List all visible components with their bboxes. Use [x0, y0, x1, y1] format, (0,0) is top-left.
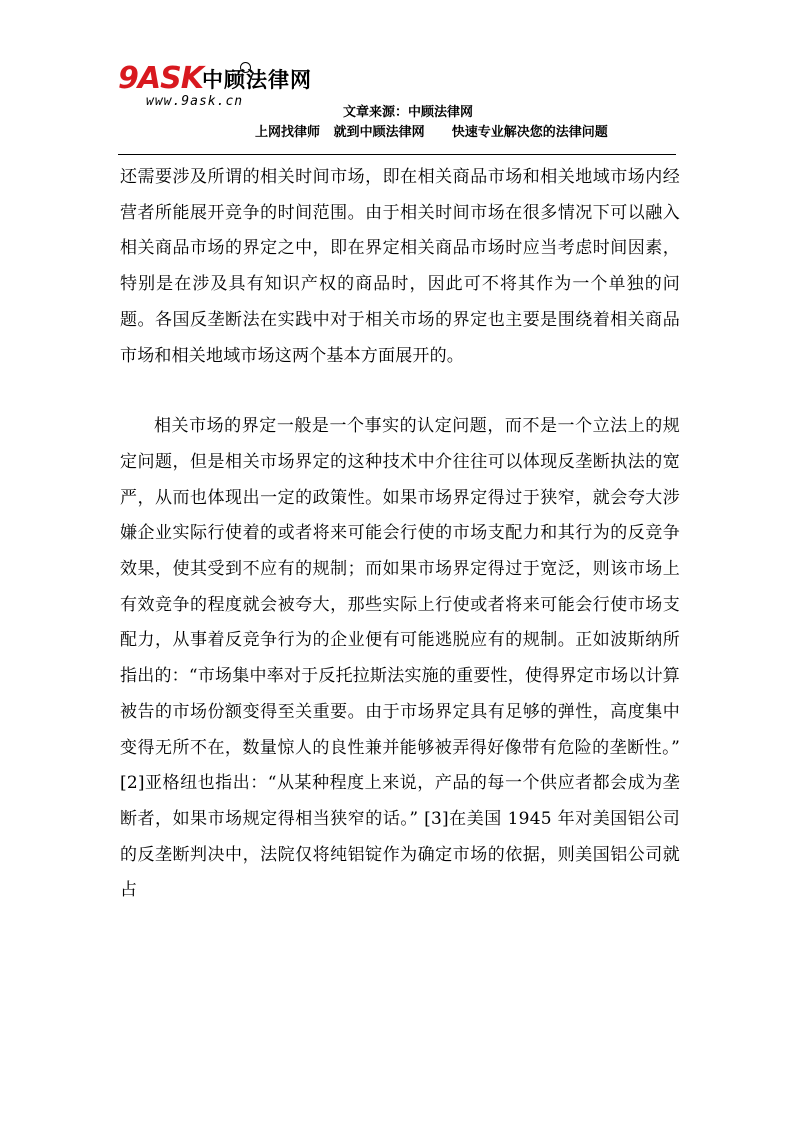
logo-name	[202, 66, 312, 94]
logo-mark: 9ASK	[118, 61, 203, 96]
logo-name-part2: 法律网	[246, 68, 312, 92]
article-source: 文章来源：中顾法律网	[343, 105, 474, 120]
trademark-icon	[240, 62, 251, 73]
site-tagline: 上网找律师 就到中顾法律网 快速专业解决您的法律问题	[255, 125, 608, 140]
logo-name-part1: 中顾	[202, 68, 246, 92]
page-header	[0, 0, 794, 160]
site-logo[interactable]	[118, 62, 358, 114]
paragraph-2: 相关市场的界定一般是一个事实的认定问题，而不是一个立法上的规定问题，但是相关市场界定的这种技术中介往往可以体现反垄断执法的宽严，从而也体现出一定的政策性。如果市场界定得过于狭窄，就会夸大涉嫌企业实际行使着的或者将来可能会行使的市场支配力和其行为的反竞争效果，使其受到不应有的规制；而如果市场界定得过于宽泛，则该市场上有效竞争的程度就会被夸大，那些实际上行使或者将来可能会行使市场支配力，从事着反竞争行为的企业便有可能逃脱应有的规制。正如波斯纳所指出的：“市场集中率对于反托拉斯法实施的重要性，使得界定市场以计算被告的市场份额变得至关重要。由于市场界定具有足够的弹性，高度集中变得无所不在，数量惊人的良性兼并能够被弄得好像带有危险的垄断性。” [2]亚格纽也指出：“从某种程度上来说，产品的每一个供应者都会成为垄断者，如果市场规定得相当狭窄的话。” [3]在美国 1945 年对美国铝公司的反垄断判决中，法院仅将纯铝锭作为确定市场的依据，则美国铝公司就占	[120, 416, 680, 901]
logo-url: www.9ask.cn	[146, 94, 244, 109]
paragraph-1: 还需要涉及所谓的相关时间市场，即在相关商品市场和相关地域市场内经营者所能展开竞争的时间范围。由于相关时间市场在很多情况下可以融入相关商品市场的界定之中，即在界定相关商品市场时应当考虑时间因素，特别是在涉及具有知识产权的商品时，因此可不将其作为一个单独的问题。各国反垄断法在实践中对于相关市场的界定也主要是围绕着相关商品市场和相关地域市场这两个基本方面展开的。	[120, 167, 680, 366]
header-divider	[118, 154, 676, 155]
article-body	[120, 160, 680, 909]
